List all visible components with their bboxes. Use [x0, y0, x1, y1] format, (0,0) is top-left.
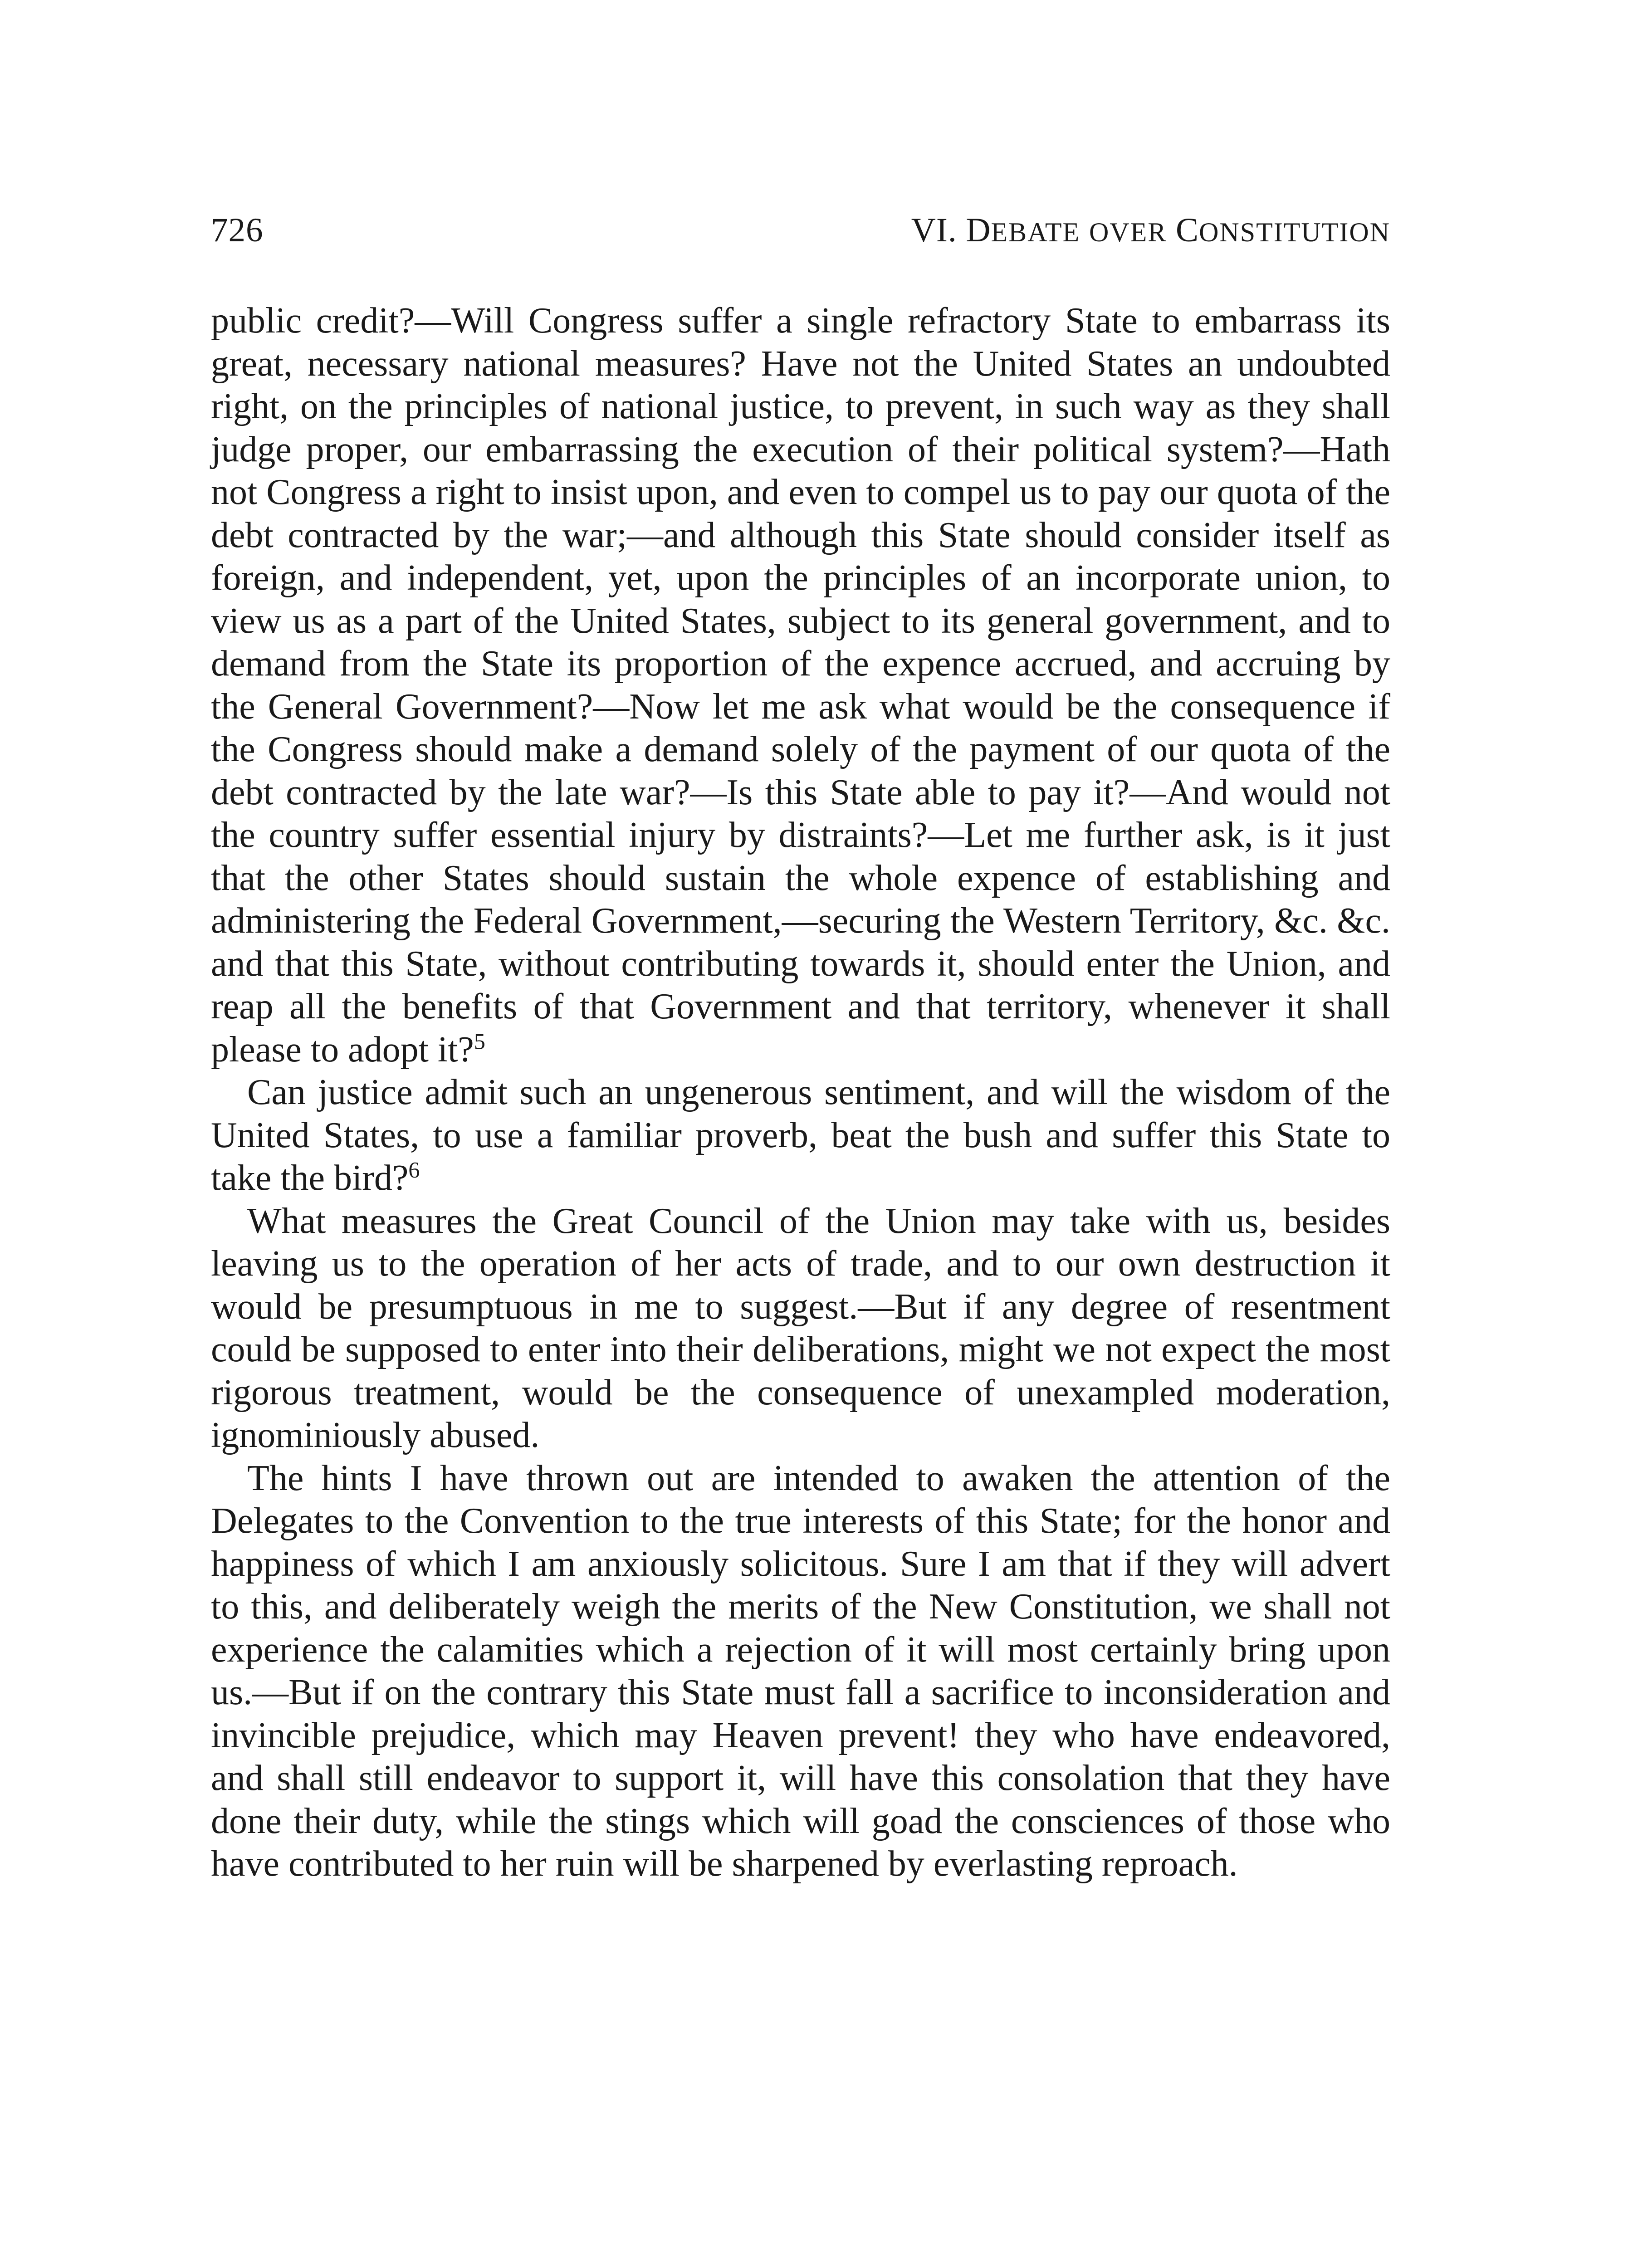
paragraph	[211, 1071, 1390, 1200]
body-text	[211, 299, 1390, 1886]
section-word1-initial: D	[966, 211, 991, 249]
section-title	[911, 213, 1390, 247]
paragraph-text: The hints I have thrown out are intended to awaken the attention of the Delegates to the Convention to the true interests of this State; for the honor and happiness of which I am anxiously solicitous. Sure I am that if they will advert to this, and deliberately weigh the merits of the New Constitution, we shall not experience the calamities which a rejection of it will most certainly bring upon us.—But if on the contrary this State must fall a sacrifice to inconsideration and invincible prejudice, which may Heaven prevent! they who have endeavored, and shall still endeavor to support it, will have this consolation that they have done their duty, while the stings which will goad the consciences of those who have contributed to her ruin will be sharpened by everlasting reproach.	[211, 1458, 1390, 1884]
footnote-marker[interactable]: 5	[474, 1028, 485, 1054]
footnote-marker[interactable]: 6	[408, 1157, 420, 1183]
section-word3-rest: ONSTITUTION	[1199, 217, 1390, 247]
section-word3-initial: C	[1176, 211, 1199, 249]
paragraph-text: What measures the Great Council of the Union may take with us, besides leaving us to the operation of her acts of trade, and to our own destruction it would be presumptuous in me to suggest.—But if any degree of resentment could be supposed to enter into their deliberations, might we not expect the most rigorous treatment, would be the consequence of unexampled moderation, ignominiously abused.	[211, 1201, 1390, 1455]
running-head	[211, 213, 1390, 268]
paragraph	[211, 299, 1390, 1071]
paragraph-text: Can justice admit such an ungenerous sentiment, and will the wisdom of the United States, to use a familiar proverb, beat the bush and suffer this State to take the bird?	[211, 1072, 1390, 1198]
paragraph-text: public credit?—Will Congress suffer a single refractory State to embarrass its great, necessary national measures? Have not the United States an undoubted right, on the principles of national justice, to prevent, in such way as they shall judge proper, our embarrassing the execution of their political system?—Hath not Congress a right to insist upon, and even to compel us to pay our quota of the debt contracted by the war;—and although this State should consider itself as foreign, and independent, yet, upon the principles of an incorporate union, to view us as a part of the United States, subject to its general government, and to demand from the State its proportion of the expence accrued, and accruing by the General Government?—Now let me ask what would be the consequence if the Congress should make a demand solely of the payment of our quota of the debt contracted by the late war?—Is this State able to pay it?—And would not the country suffer essential injury by distraints?—Let me further ask, is it just that the other States should sustain the whole expence of establishing and administering the Federal Government,—securing the Western Territory, &c. &c. and that this State, without contributing towards it, should enter the Union, and reap all the benefits of that Government and that territory, whenever it shall please to adopt it?	[211, 301, 1390, 1070]
page-number: 726	[211, 211, 264, 249]
paragraph	[211, 1200, 1390, 1457]
section-word2: OVER	[1089, 217, 1167, 247]
paragraph	[211, 1457, 1390, 1886]
section-word1-rest: EBATE	[991, 217, 1081, 247]
section-roman: VI.	[911, 211, 966, 249]
